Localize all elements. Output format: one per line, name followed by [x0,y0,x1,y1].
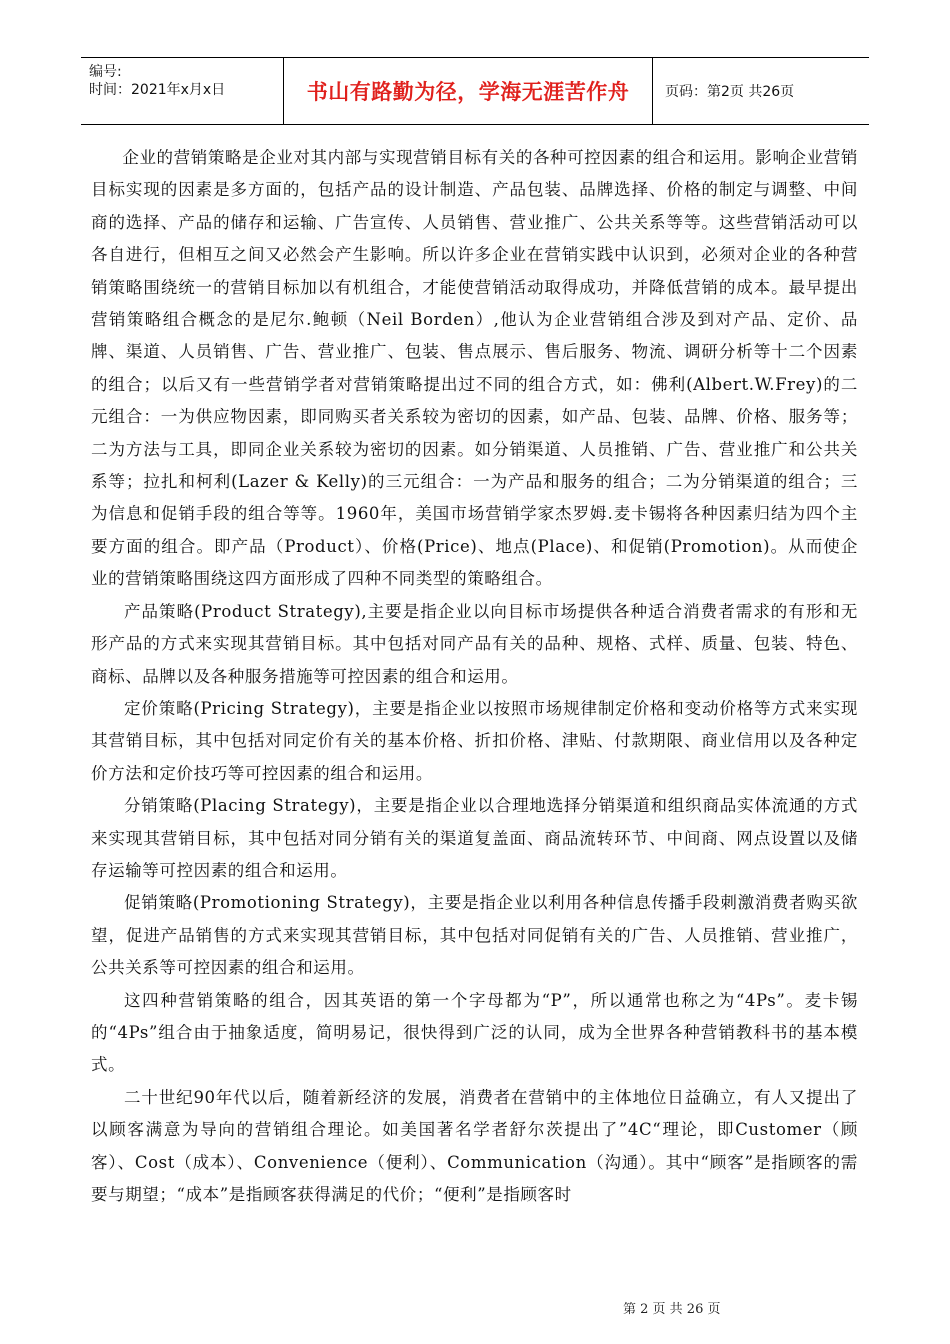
paragraph-promotion-strategy: 促销策略(Promotioning Strategy)，主要是指企业以利用各种信息传播手段刺激消费者购买欲望，促进产品销售的方式来实现其营销目标，其中包括对同促销有关的广告、人员推销、营业推广，公共关系等可控因素的组合和运用。 [91,893,858,978]
paragraph-pricing-strategy: 定价策略(Pricing Strategy)，主要是指企业以按照市场规律制定价格和变动价格等方式来实现其营销目标，其中包括对同定价有关的基本价格、折扣价格、津贴、付款期限、商业信用以及各种定价方法和定价技巧等可控因素的组合和运用。 [91,698,858,783]
document-body [91,142,858,1211]
paragraph-product-strategy: 产品策略(Product Strategy),主要是指企业以向目标市场提供各种适合消费者需求的有形和无形产品的方式来实现其营销目标。其中包括对同产品有关的品种、规格、式样、质量、包装、特色、商标、品牌以及各种服务措施等可控因素的组合和运用。 [91,601,858,686]
serial-label: 编号: [89,64,122,80]
page-header [81,57,869,125]
paragraph-4c: 二十世纪90年代以后，随着新经济的发展，消费者在营销中的主体地位日益确立，有人又提出了以顾客满意为导向的营销组合理论。如美国著名学者舒尔茨提出了”4C“理论，即Customer（顾客）、Cost（成本）、Convenience（便利）、Communication（沟通）。其中“顾客”是指顾客的需要与期望；“成本”是指顾客获得满足的代价；“便利”是指顾客时 [91,1087,858,1204]
page-footer: 第 2 页 共 26 页 [623,1302,721,1317]
header-motto: 书山有路勤为径，学海无涯苦作舟 [283,58,653,124]
time-label: 时间：2021年x月x日 [89,82,226,98]
header-meta [81,58,283,124]
paragraph-intro: 企业的营销策略是企业对其内部与实现营销目标有关的各种可控因素的组合和运用。影响企业营销目标实现的因素是多方面的，包括产品的设计制造、产品包装、品牌选择、价格的制定与调整、中间商的选择、产品的储存和运输、广告宣传、人员销售、营业推广、公共关系等等。这些营销活动可以各自进行，但相互之间又必然会产生影响。所以许多企业在营销实践中认识到，必须对企业的各种营销策略围绕统一的营销目标加以有机组合，才能使营销活动取得成功，并降低营销的成本。最早提出营销策略组合概念的是尼尔.鲍顿（Neil Borden）,他认为企业营销组合涉及到对产品、定价、品牌、渠道、人员销售、广告、营业推广、包装、售点展示、售后服务、物流、调研分析等十二个因素的组合；以后又有一些营销学者对营销策略提出过不同的组合方式，如：佛利(Albert.W.Frey)的二元组合：一为供应物因素，即同购买者关系较为密切的因素，如产品、包装、品牌、价格、服务等；二为方法与工具，即同企业关系较为密切的因素。如分销渠道、人员推销、广告、营业推广和公共关系等；拉扎和柯利(Lazer & Kelly)的三元组合：一为产品和服务的组合；二为分销渠道的组合；三为信息和促销手段的组合等等。1960年，美国市场营销学家杰罗姆.麦卡锡将各种因素归结为四个主要方面的组合。即产品（Product）、价格(Price)、地点(Place)、和促销(Promotion)。从而使企业的营销策略围绕这四方面形成了四种不同类型的策略组合。 [91,148,858,589]
paragraph-4ps: 这四种营销策略的组合，因其英语的第一个字母都为“P”，所以通常也称之为“4Ps”。麦卡锡的“4Ps”组合由于抽象适度，简明易记，很快得到广泛的认同，成为全世界各种营销教科书的基本模式。 [91,990,858,1075]
paragraph-placing-strategy: 分销策略(Placing Strategy)，主要是指企业以合理地选择分销渠道和组织商品实体流通的方式来实现其营销目标，其中包括对同分销有关的渠道复盖面、商品流转环节、中间商、网点设置以及储存运输等可控因素的组合和运用。 [91,796,858,880]
header-page-info: 页码：第2页 共26页 [665,84,795,100]
